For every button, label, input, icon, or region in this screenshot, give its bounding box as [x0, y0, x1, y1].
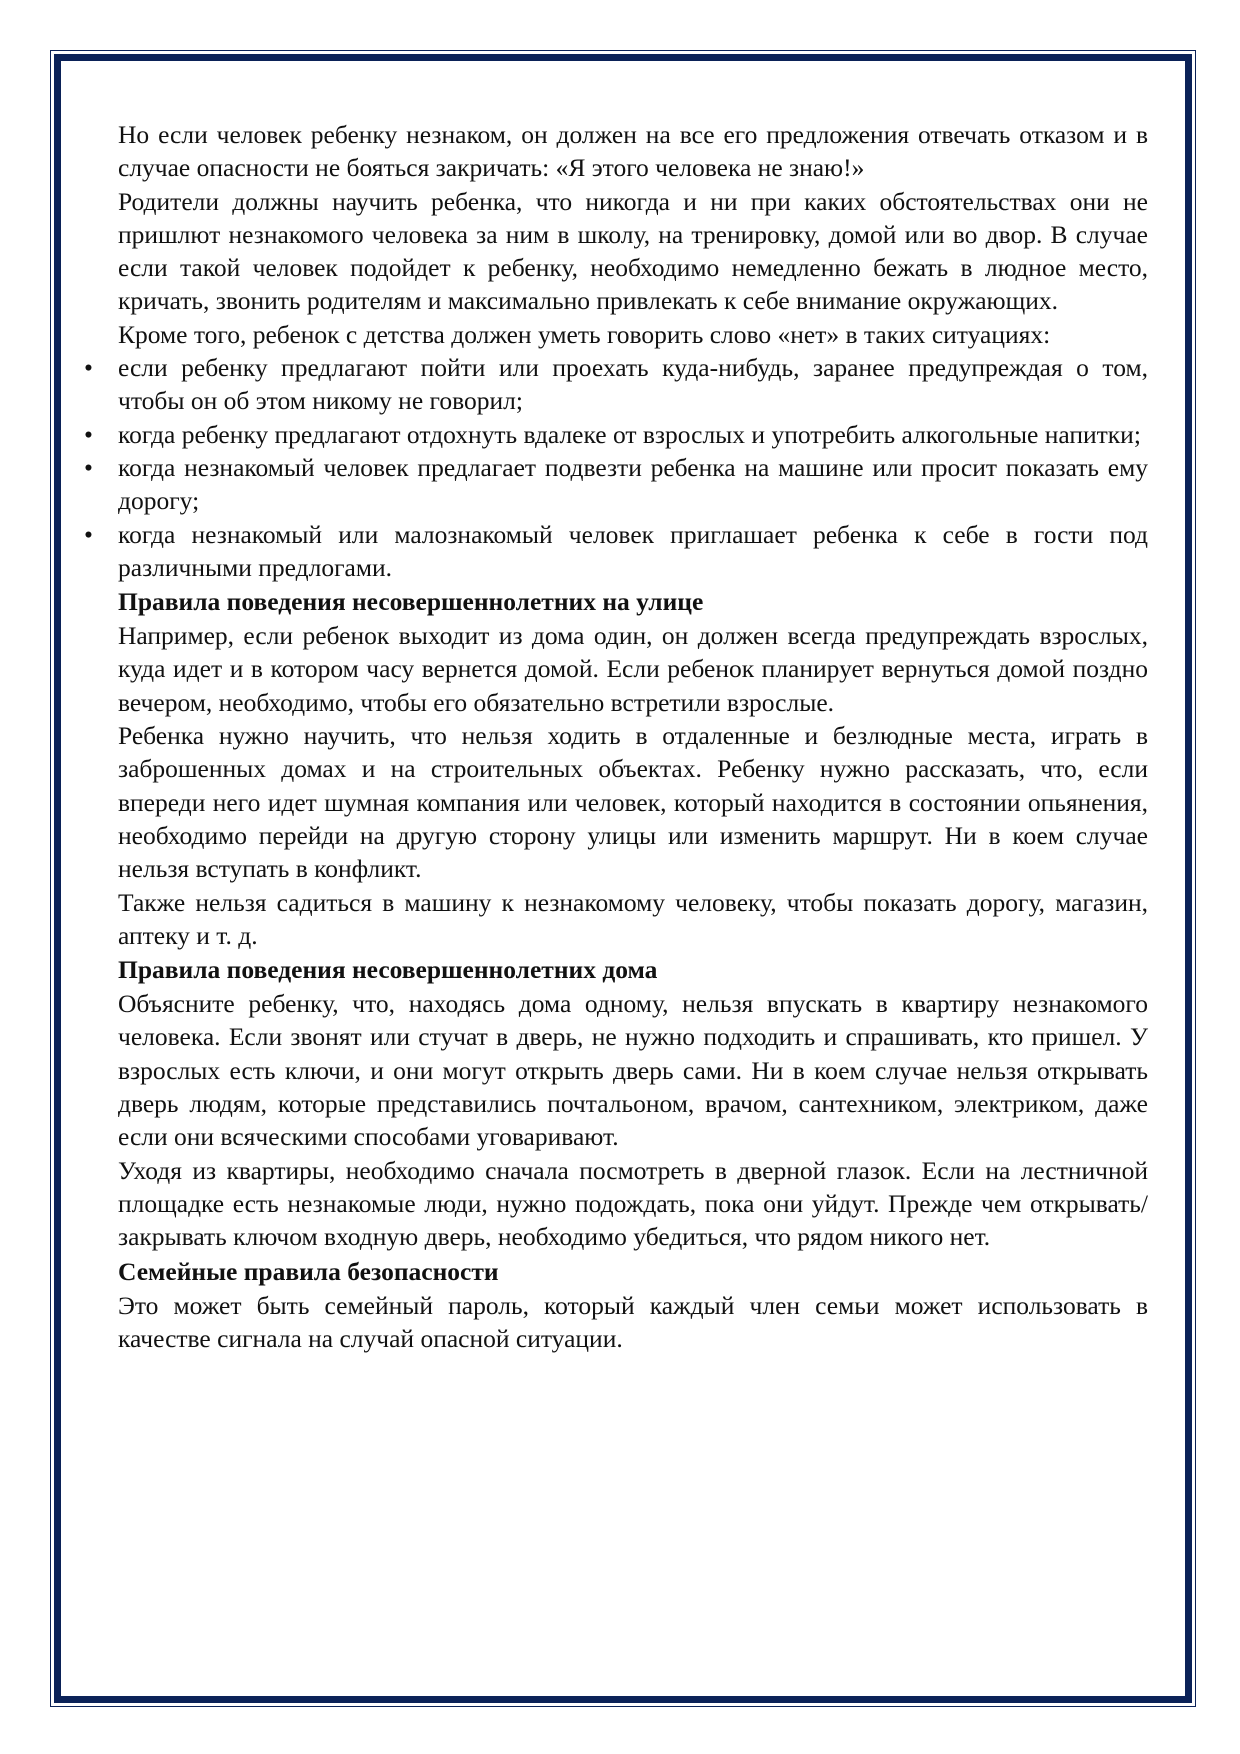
list-item [84, 418, 1148, 451]
paragraph: Но если человек ребенку незнаком, он должен на все его предложения отвечать отказом и в случае опасности не бояться закричать: «Я этого человека не знаю!» [118, 120, 1148, 183]
bullet-icon: • [84, 353, 93, 383]
list-item-text: когда ребенку предлагают отдохнуть вдалеке от взрослых и употребить алкогольные напитки; [118, 419, 1141, 449]
bullet-icon: • [84, 519, 93, 549]
list-item-text: когда незнакомый или малознакомый человек приглашает ребенка к себе в гости под различными предлогами. [118, 519, 1148, 582]
paragraph: Это может быть семейный пароль, который каждый член семьи может использовать в качестве сигнала на случай опасной ситуации. [118, 1290, 1148, 1353]
list-item [84, 518, 1148, 585]
paragraph: Объясните ребенку, что, находясь дома одному, нельзя впускать в квартиру незнакомого человека. Если звонят или стучат в дверь, не нужно подходить и спрашивать, кто пришел. У взрослых есть ключи, и они могут открыть дверь сами. Ни в коем случае нельзя открывать дверь людям, которые представились почтальоном, врачом, сантехником, электриком, даже если они всяческими способами уговаривают. [118, 989, 1148, 1152]
list-item [84, 351, 1148, 418]
list-item-text: если ребенку предлагают пойти или проехать куда-нибудь, заранее предупреждая о том, чтобы он об этом никому не говорил; [118, 353, 1148, 416]
bullet-icon: • [84, 452, 93, 482]
section-heading-family: Семейные правила безопасности [118, 1256, 499, 1286]
paragraph: Родители должны научить ребенка, что никогда и ни при каких обстоятельствах они не пришлют незнакомого человека за ним в школу, на тренировку, домой или во двор. В случае если такой человек подойдет к ребенку, необходимо немедленно бежать в людное место, кричать, звонить родителям и максимально привлекать к себе внимание окружающих. [118, 186, 1148, 316]
list-item [84, 451, 1148, 518]
bullet-icon: • [84, 419, 93, 449]
list-item-text: когда незнакомый человек предлагает подвезти ребенка на машине или просит показать ему дорогу; [118, 452, 1148, 516]
paragraph: Ребенка нужно научить, что нельзя ходить в отдаленные и безлюдные места, играть в заброшенных домах и на строительных объектах. Ребенку нужно рассказать, что, если впереди него идет шумная компания или человек, который находится в состоянии опьянения, необходимо перейди на другую сторону улицы или изменить маршрут. Ни в коем случае нельзя вступать в конфликт. [118, 721, 1148, 884]
bullet-list [84, 351, 1148, 584]
document-body [84, 118, 1148, 1355]
paragraph: Также нельзя садиться в машину к незнакомому человеку, чтобы показать дорогу, магазин, аптеку и т. д. [118, 887, 1148, 950]
section-heading-home: Правила поведения несовершеннолетних дома [118, 955, 658, 985]
paragraph: Уходя из квартиры, необходимо сначала посмотреть в дверной глазок. Если на лестничной площадке есть незнакомые люди, нужно подождать, пока они уйдут. Прежде чем открывать/закрывать ключом входную дверь, необходимо убедиться, что рядом никого нет. [118, 1155, 1148, 1252]
paragraph: Кроме того, ребенок с детства должен уметь говорить слово «нет» в таких ситуациях: [118, 319, 1051, 349]
paragraph: Например, если ребенок выходит из дома один, он должен всегда предупреждать взрослых, куда идет и в котором часу вернется домой. Если ребенок планирует вернуться домой поздно вечером, необходимо, чтобы его обязательно встретили взрослые. [118, 621, 1148, 717]
section-heading-street: Правила поведения несовершеннолетних на улице [118, 587, 704, 617]
